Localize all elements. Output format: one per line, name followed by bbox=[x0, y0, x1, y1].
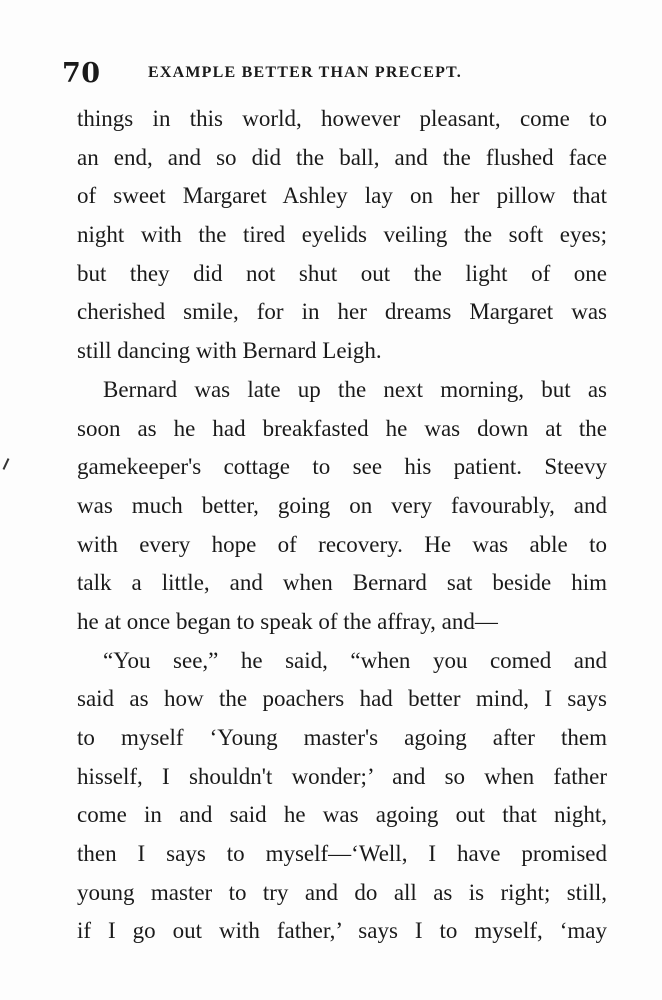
margin-mark bbox=[3, 458, 10, 470]
text-line: night with the tired eyelids veiling the soft eyes; bbox=[77, 222, 607, 248]
text-line: but they did not shut out the light of one bbox=[77, 260, 607, 286]
text-line: he at once began to speak of the affray, and— bbox=[77, 608, 498, 634]
text-line: Bernard was late up the next morning, but as bbox=[103, 376, 607, 402]
text-line: talk a little, and when Bernard sat beside him bbox=[77, 570, 607, 596]
running-head bbox=[62, 58, 582, 94]
text-line: of sweet Margaret Ashley lay on her pillow that bbox=[77, 183, 607, 209]
text-line: soon as he had breakfasted he was down at the bbox=[77, 415, 607, 441]
text-line: hisself, I shouldn't wonder;’ and so when father bbox=[77, 763, 607, 789]
text-line: was much better, going on very favourably, and bbox=[77, 492, 607, 518]
text-line: if I go out with father,’ says I to myself, ‘may bbox=[77, 918, 607, 944]
text-line: still dancing with Bernard Leigh. bbox=[77, 338, 382, 364]
text-line: things in this world, however pleasant, come to bbox=[77, 106, 607, 131]
text-line: come in and said he was agoing out that night, bbox=[77, 802, 607, 828]
text-line: an end, and so did the ball, and the flushed face bbox=[77, 144, 607, 170]
text-line: cherished smile, for in her dreams Margaret was bbox=[77, 299, 607, 325]
text-line: young master to try and do all as is right; still, bbox=[77, 879, 607, 905]
text-line: then I says to myself—‘Well, I have promised bbox=[77, 841, 607, 867]
text-line: to myself ‘Young master's agoing after them bbox=[77, 725, 607, 750]
page-number: 70 bbox=[62, 58, 101, 89]
text-line: with every hope of recovery. He was able to bbox=[77, 531, 607, 557]
text-line: said as how the poachers had better mind, I says bbox=[77, 686, 607, 712]
text-line: “You see,” he said, “when you comed and bbox=[103, 647, 607, 673]
body-text bbox=[77, 100, 607, 951]
running-title: EXAMPLE BETTER THAN PRECEPT. bbox=[148, 64, 462, 81]
text-line: gamekeeper's cottage to see his patient. Steevy bbox=[77, 454, 607, 480]
